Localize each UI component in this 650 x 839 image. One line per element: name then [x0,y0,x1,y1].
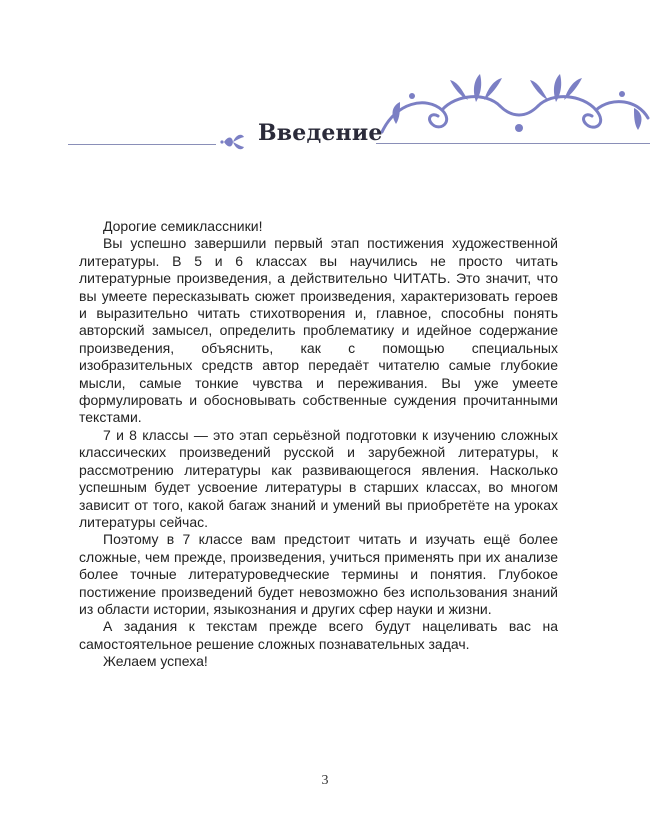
paragraph-closing: Желаем успеха! [103,653,208,670]
floral-ornament-border [376,72,650,144]
paragraph-greeting: Дорогие семиклассники! [103,218,263,234]
paragraph-3: Поэтому в 7 классе вам предстоит читать и изучать ещё более сложные, чем прежде, произведения, учиться применять при их анализе более точные литературоведческие термины и понятия. Глубокое постижение произведений будет невозможно без использования знаний из области истории, языкознания и других сфер науки и жизни. [79,531,558,617]
paragraph-1: Вы успешно завершили первый этап постижения художественной литературы. В 5 и 6 классах вы научились не просто читать литературные произведения, а действительно ЧИТАТЬ. Это значит, что вы умеете пересказывать сюжет произведения, характеризовать героев и выразительно читать стихотворения и, главное, способны понять авторский замысел, определить проблематику и идейное содержание произведения, объяснить, как с помощью специальных изобразительных средств автор передаёт читателю самые глубокие мысли, самые тонкие чувства и переживания. Вы уже умеете формулировать и обосновывать собственные суждения прочитанными текстами. [79,235,558,426]
paragraph-2: 7 и 8 классы — это этап серьёзной подготовки к изучению сложных классических произведений русской и зарубежной литературы, к рассмотрению литературы как развивающегося явления. Насколько успешным будет усвоение литературы в старших классах, во многом зависит от того, какой багаж знаний и умений вы приобретёте на уроках литературы сейчас. [79,426,558,530]
title-divider-right [376,143,650,144]
title-divider-left [68,144,216,145]
page-number: 3 [321,773,329,788]
page-title: Введение [258,120,383,146]
paragraph-4: А задания к текстам прежде всего будут нацеливать вас на самостоятельное решение сложных познавательных задач. [79,618,558,652]
floral-ornament-icon [220,131,246,153]
intro-text [79,218,558,671]
